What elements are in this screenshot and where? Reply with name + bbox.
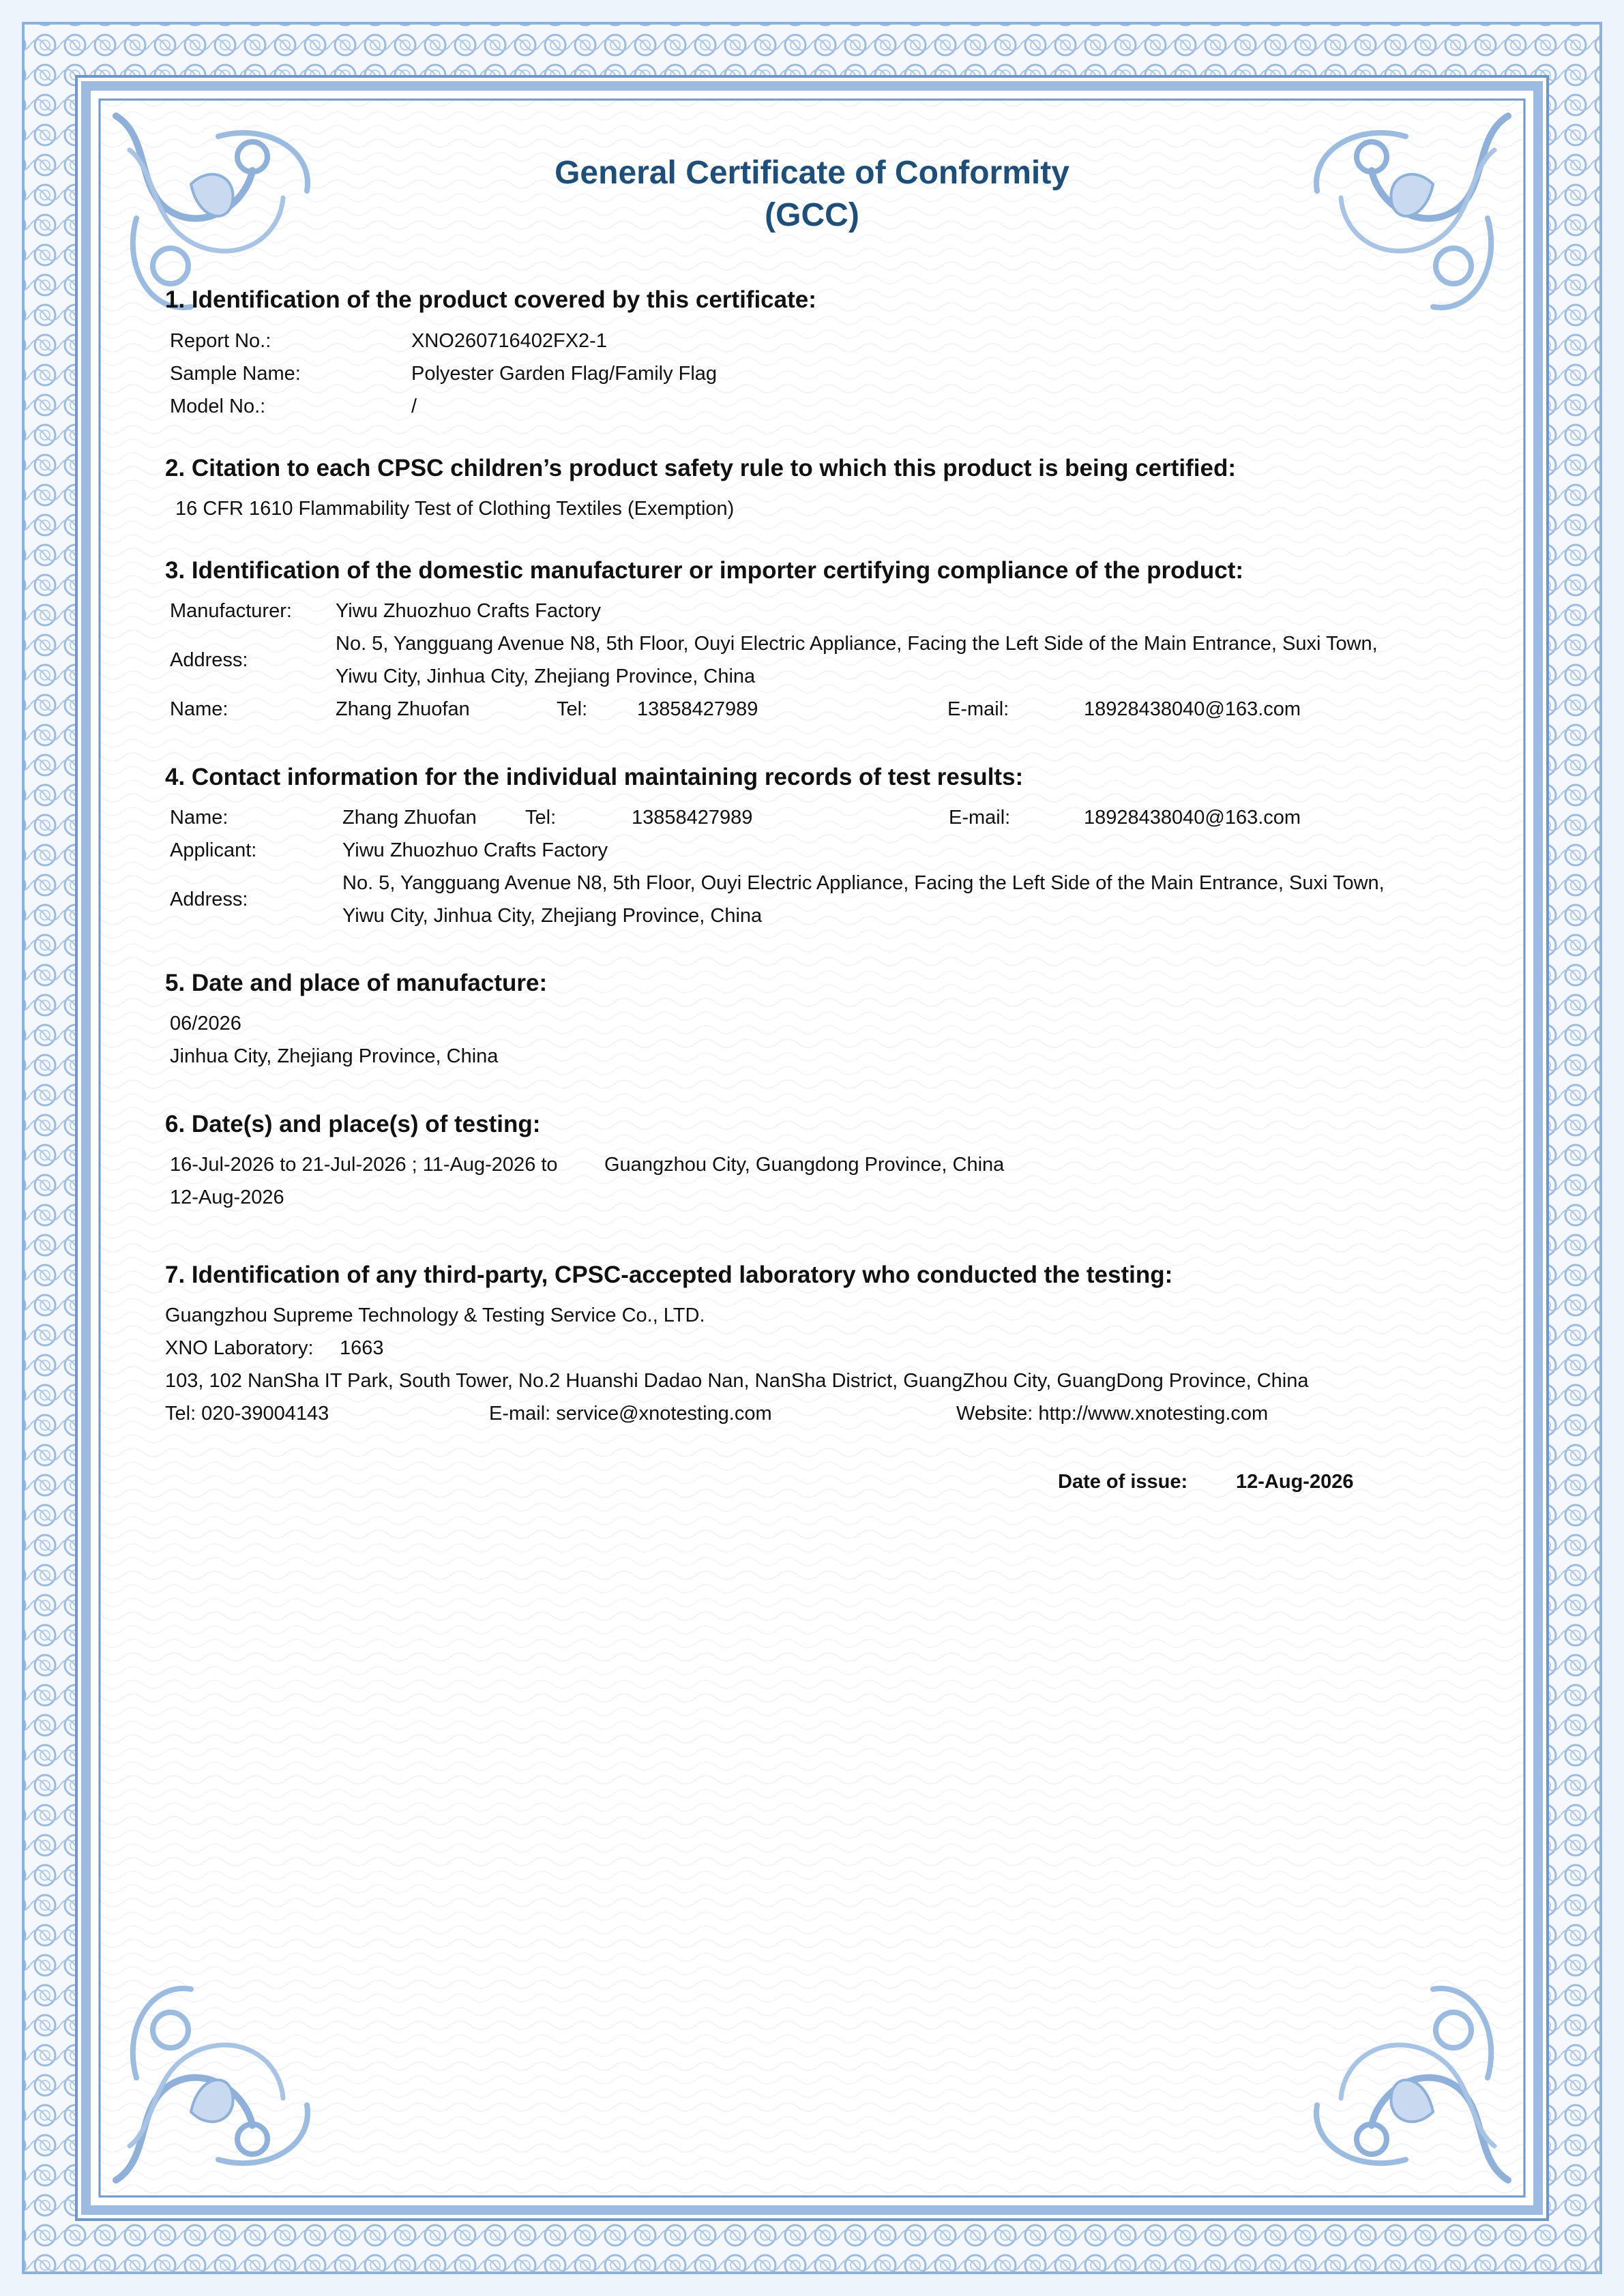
section-2-heading: 2. Citation to each CPSC children’s product safety rule to which this product is being certified: <box>165 455 1237 481</box>
applicant-label: Applicant: <box>170 839 257 861</box>
model-no-label: Model No.: <box>170 396 266 417</box>
manufacturer-address-label: Address: <box>170 649 248 671</box>
lab-email: E-mail: service@xnotesting.com <box>489 1403 772 1425</box>
section-6-heading: 6. Date(s) and place(s) of testing: <box>165 1111 541 1137</box>
applicant-address-line-1: No. 5, Yangguang Avenue N8, 5th Floor, Ouyi Electric Appliance, Facing the Left Side of the Main Entrance, Suxi Town, <box>342 872 1385 894</box>
section-1-heading: 1. Identification of the product covered by this certificate: <box>165 286 816 313</box>
lab-tel: Tel: 020-39004143 <box>165 1403 329 1425</box>
testing-dates-line-2: 12-Aug-2026 <box>170 1187 284 1208</box>
manufacturer-contact-name-label: Name: <box>170 698 228 720</box>
manufacturer-address-line-2: Yiwu City, Jinhua City, Zhejiang Province, China <box>336 666 756 687</box>
applicant-value: Yiwu Zhuozhuo Crafts Factory <box>342 839 608 861</box>
report-no-label: Report No.: <box>170 330 271 352</box>
issue-date: 12-Aug-2026 <box>1236 1471 1354 1493</box>
manufacture-date: 06/2026 <box>170 1013 241 1034</box>
certificate-title: General Certificate of Conformity <box>555 155 1069 191</box>
sample-name-label: Sample Name: <box>170 363 301 385</box>
applicant-address-label: Address: <box>170 889 248 910</box>
records-tel: 13858427989 <box>632 807 753 829</box>
lab-website: Website: http://www.xnotesting.com <box>956 1403 1269 1425</box>
manufacturer-tel: 13858427989 <box>637 698 758 720</box>
testing-dates-line-1: 16-Jul-2026 to 21-Jul-2026 ; 11-Aug-2026 to <box>170 1154 558 1176</box>
section-5-heading: 5. Date and place of manufacture: <box>165 970 548 996</box>
section-4-heading: 4. Contact information for the individual maintaining records of test results: <box>165 764 1024 790</box>
lab-id-label: XNO Laboratory: <box>165 1337 314 1359</box>
sample-name-value: Polyester Garden Flag/Family Flag <box>411 363 718 385</box>
records-email-label: E-mail: <box>949 807 1011 829</box>
manufacture-place: Jinhua City, Zhejiang Province, China <box>170 1045 499 1067</box>
manufacturer-email: 18928438040@163.com <box>1084 698 1301 720</box>
lab-id: 1663 <box>340 1337 384 1359</box>
section-7-heading: 7. Identification of any third-party, CPSC-accepted laboratory who conducted the testing: <box>165 1262 1173 1288</box>
safety-rule: 16 CFR 1610 Flammability Test of Clothing Textiles (Exemption) <box>175 498 735 520</box>
manufacturer-email-label: E-mail: <box>947 698 1009 720</box>
manufacturer-value: Yiwu Zhuozhuo Crafts Factory <box>336 600 601 622</box>
testing-place: Guangzhou City, Guangdong Province, China <box>604 1154 1005 1176</box>
manufacturer-address-line-1: No. 5, Yangguang Avenue N8, 5th Floor, Ouyi Electric Appliance, Facing the Left Side of the Main Entrance, Suxi Town, <box>336 633 1378 655</box>
issue-date-label: Date of issue: <box>1058 1471 1188 1493</box>
lab-address: 103, 102 NanSha IT Park, South Tower, No.2 Huanshi Dadao Nan, NanSha District, GuangZhou City, GuangDong Province, China <box>165 1370 1309 1392</box>
lab-name: Guangzhou Supreme Technology & Testing Service Co., LTD. <box>165 1304 705 1326</box>
manufacturer-label: Manufacturer: <box>170 600 292 622</box>
records-name: Zhang Zhuofan <box>342 807 477 829</box>
manufacturer-contact-name: Zhang Zhuofan <box>336 698 470 720</box>
model-no-value: / <box>411 396 417 417</box>
records-email: 18928438040@163.com <box>1084 807 1301 829</box>
certificate-subtitle: (GCC) <box>765 197 859 233</box>
section-3-heading: 3. Identification of the domestic manufacturer or importer certifying compliance of the product: <box>165 557 1244 584</box>
manufacturer-tel-label: Tel: <box>557 698 588 720</box>
records-tel-label: Tel: <box>525 807 557 829</box>
applicant-address-line-2: Yiwu City, Jinhua City, Zhejiang Province, China <box>342 905 763 927</box>
records-name-label: Name: <box>170 807 228 829</box>
report-no-value: XNO260716402FX2-1 <box>411 330 607 352</box>
